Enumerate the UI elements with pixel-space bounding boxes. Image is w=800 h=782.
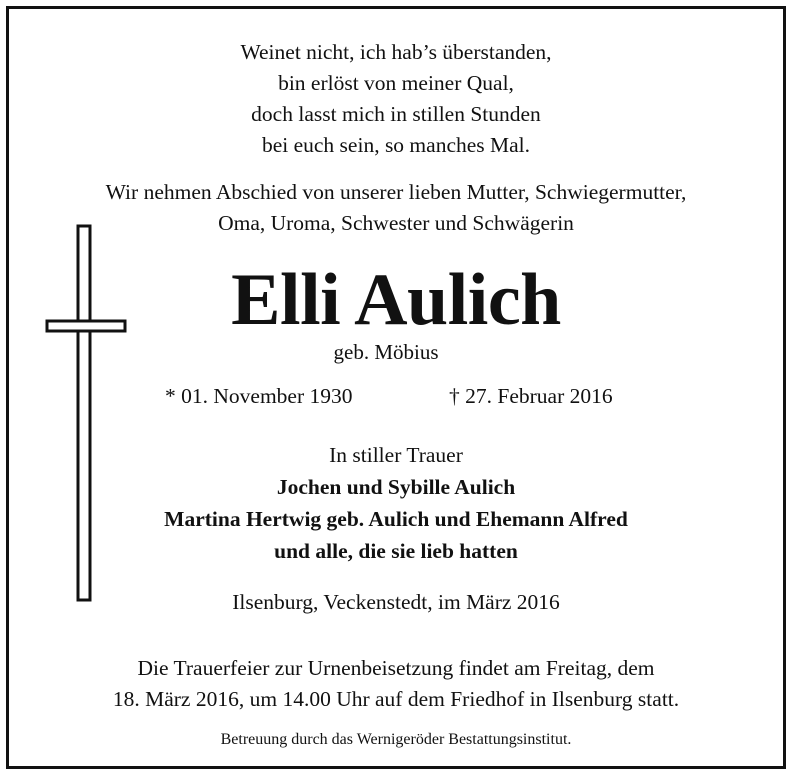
- maiden-name: geb. Möbius: [333, 340, 439, 364]
- place-date: Ilsenburg, Veckenstedt, im März 2016: [232, 590, 560, 614]
- mourner-line: und alle, die sie lieb hatten: [274, 539, 518, 563]
- ceremony-notice: [9, 653, 783, 715]
- poem-line: doch lasst mich in stillen Stunden: [251, 102, 541, 126]
- mourner-line: Martina Hertwig geb. Aulich und Ehemann Alfred: [164, 507, 628, 531]
- mourning-heading: In stiller Trauer: [329, 443, 463, 467]
- intro-line: Oma, Uroma, Schwester und Schwägerin: [218, 211, 574, 235]
- ceremony-line: Die Trauerfeier zur Urnenbeisetzung findet am Freitag, dem: [137, 656, 655, 680]
- deceased-name: Elli Aulich: [231, 259, 561, 341]
- mourner-line: Jochen und Sybille Aulich: [276, 475, 516, 499]
- birth-date: * 01. November 1930: [165, 384, 353, 408]
- intro-line: Wir nehmen Abschied von unserer lieben Mutter, Schwiegermutter,: [105, 180, 687, 204]
- death-date: † 27. Februar 2016: [449, 384, 613, 408]
- poem-line: bei euch sein, so manches Mal.: [261, 133, 531, 157]
- obituary-frame: [6, 6, 786, 769]
- mourners-block: [9, 439, 783, 567]
- funeral-home-credit: Betreuung durch das Wernigeröder Bestattungsinstitut.: [220, 731, 572, 748]
- poem-line: bin erlöst von meiner Qual,: [278, 71, 514, 95]
- poem: [9, 37, 783, 161]
- ceremony-line: 18. März 2016, um 14.00 Uhr auf dem Friedhof in Ilsenburg statt.: [112, 687, 680, 711]
- poem-line: Weinet nicht, ich hab’s überstanden,: [240, 40, 552, 64]
